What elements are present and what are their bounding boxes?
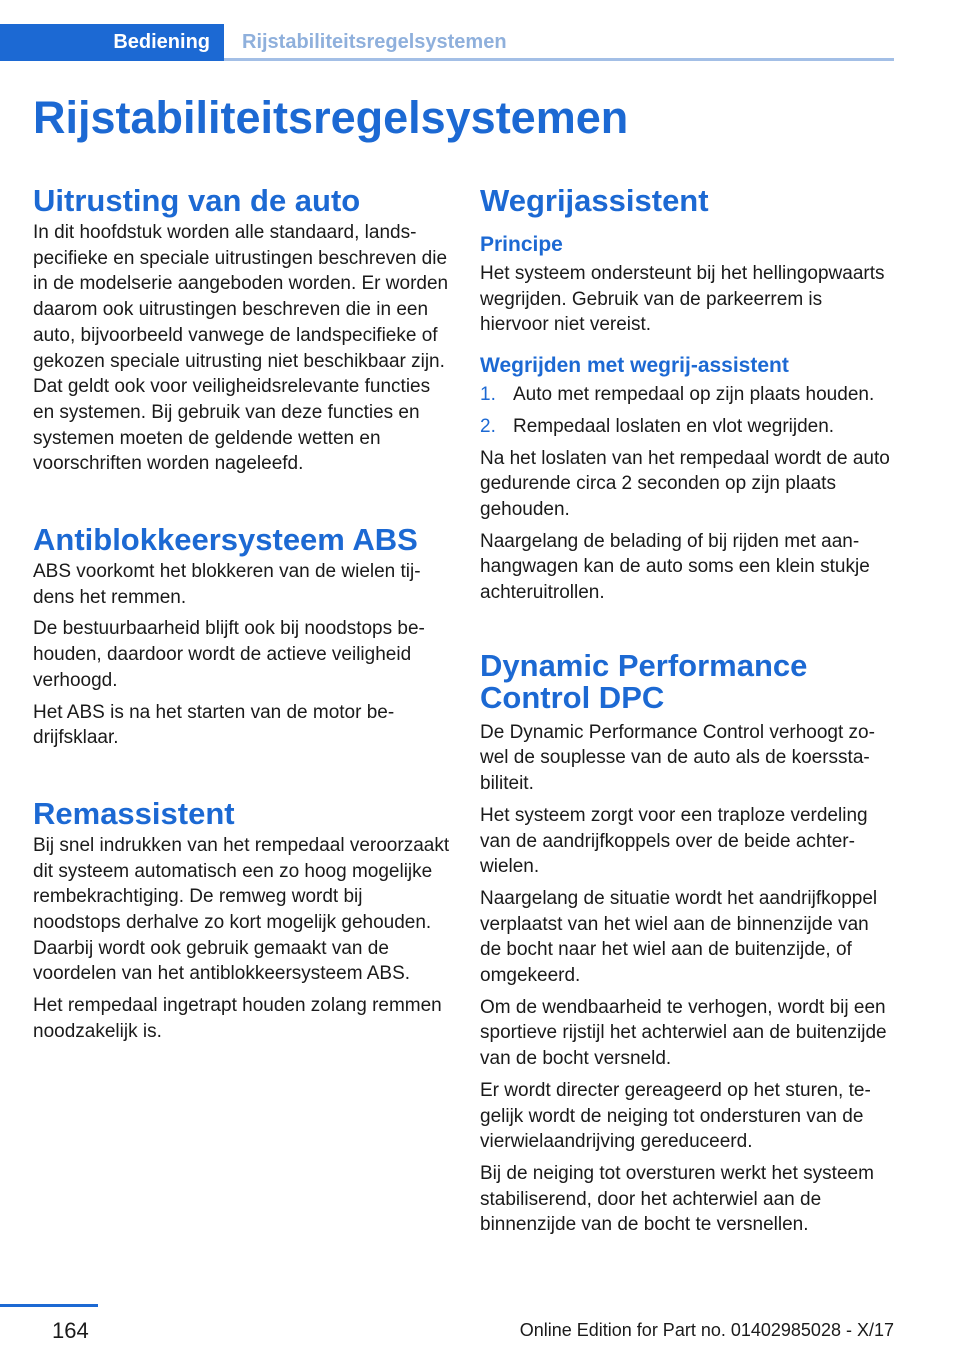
heading-line: Dynamic Performance [480, 647, 808, 683]
paragraph: Het systeem ondersteunt bij het hellingopwaarts wegrijden. Gebruik van de parkeerrem is hiervoor niet vereist. [480, 263, 885, 336]
paragraph: De Dynamic Performance Control verhoogt zowel de souplesse van de auto als de koersstabiliteit. [480, 721, 875, 795]
section-dpc [480, 647, 895, 1238]
page-title: Rijstabiliteitsregelsystemen [33, 92, 629, 143]
section-wegrijassistent [480, 185, 895, 606]
paragraph: Na het loslaten van het rempedaal wordt de auto gedurende circa 2 seconden op zijn plaats gehouden. [480, 447, 890, 520]
paragraph: Om de wendbaarheid te verhogen, wordt bij een sportieve rijstijl het achterwiel aan de buitenzijde van de bocht versneld. [480, 996, 887, 1070]
section-abs [33, 524, 453, 751]
section-uitrusting [33, 185, 453, 477]
step-list [480, 382, 895, 439]
step-number: 2. [480, 415, 496, 437]
right-column [480, 185, 895, 1244]
section-remassistent [33, 795, 453, 1045]
header-chapter-tab[interactable]: Bediening [0, 24, 224, 61]
paragraph: Bij de neiging tot oversturen werkt het systeem stabiliserend, door het achterwiel aan de binnenzijde van de bocht te versnellen. [480, 1162, 874, 1236]
paragraph: Naargelang de belading of bij rijden met aanhangwagen kan de auto soms een klein stukje achteruitrollen. [480, 530, 870, 604]
list-item [480, 382, 895, 408]
step-text: Rempedaal loslaten en vlot wegrijden. [513, 415, 835, 437]
paragraph: ABS voorkomt het blokkeren van de wielen tijdens het remmen. [33, 561, 421, 608]
section-heading: Uitrusting van de auto [33, 183, 361, 218]
list-item [480, 414, 895, 440]
step-text: Auto met rempedaal op zijn plaats houden. [513, 384, 875, 406]
header-section-tab[interactable]: Rijstabiliteitsregelsystemen [242, 31, 507, 53]
paragraph: Bij snel indrukken van het rempedaal veroorzaakt dit systeem automatisch een zo hoog mogelijke rembekrachtiging. De remweg wordt bij noodstops derhalve zo kort mogelijk gehouden. Daarbij wordt ook gebruik gemaakt van de voordelen van het antiblokkeersysteem ABS. [33, 834, 450, 985]
section-heading: Antiblokkeersysteem ABS [33, 522, 418, 558]
paragraph: In dit hoofdstuk worden alle standaard, landspecifieke en speciale uitrustingen beschreven die in de modelserie aangeboden worden. Er worden daarom ook uitrustingen beschreven die in een auto, bijvoorbeeld vanwege de landspecifieke of gekozen speciale uitrusting niet beschikbaar zijn. Dat geldt ook voor veiligheidsrelevante functies en systemen. Bij gebruik van deze functies en systemen moeten de geldende wetten en voorschriften worden nageleefd. [33, 222, 449, 475]
page-number: 164 [52, 1318, 89, 1343]
paragraph: Er wordt directer gereageerd op het sturen, tegelijk wordt de neiging tot ondersturen van de vierwielaandrijving gereduceerd. [480, 1079, 871, 1153]
header-divider [224, 58, 894, 61]
section-heading: Remassistent [33, 795, 235, 831]
section-heading [480, 647, 895, 715]
paragraph: Het ABS is na het starten van de motor bedrijfsklaar. [33, 701, 395, 749]
paragraph: Het rempedaal ingetrapt houden zolang remmen noodzakelijk is. [33, 995, 442, 1042]
heading-line: Control DPC [480, 679, 665, 715]
left-column [33, 185, 453, 1051]
section-heading: Wegrijassistent [480, 183, 709, 218]
step-number: 1. [480, 384, 496, 406]
paragraph: Het systeem zorgt voor een traploze verdeling van de aandrijfkoppels over de beide achterwielen. [480, 804, 868, 878]
paragraph: De bestuurbaarheid blijft ook bij noodstops behouden, daardoor wordt de actieve veiligheid verhoogd. [33, 618, 425, 691]
edition-note: Online Edition for Part no. 01402985028 - X/17 [519, 1320, 894, 1340]
subheading-wegrijden: Wegrijden met wegrij-assistent [480, 354, 789, 378]
paragraph: Naargelang de situatie wordt het aandrijfkoppel verplaatst van het wiel aan de binnenzijde van de bocht naar het wiel aan de buitenzijde, of omgekeerd. [480, 887, 878, 987]
footer-divider [0, 1304, 98, 1307]
subheading-principe: Principe [480, 233, 563, 256]
